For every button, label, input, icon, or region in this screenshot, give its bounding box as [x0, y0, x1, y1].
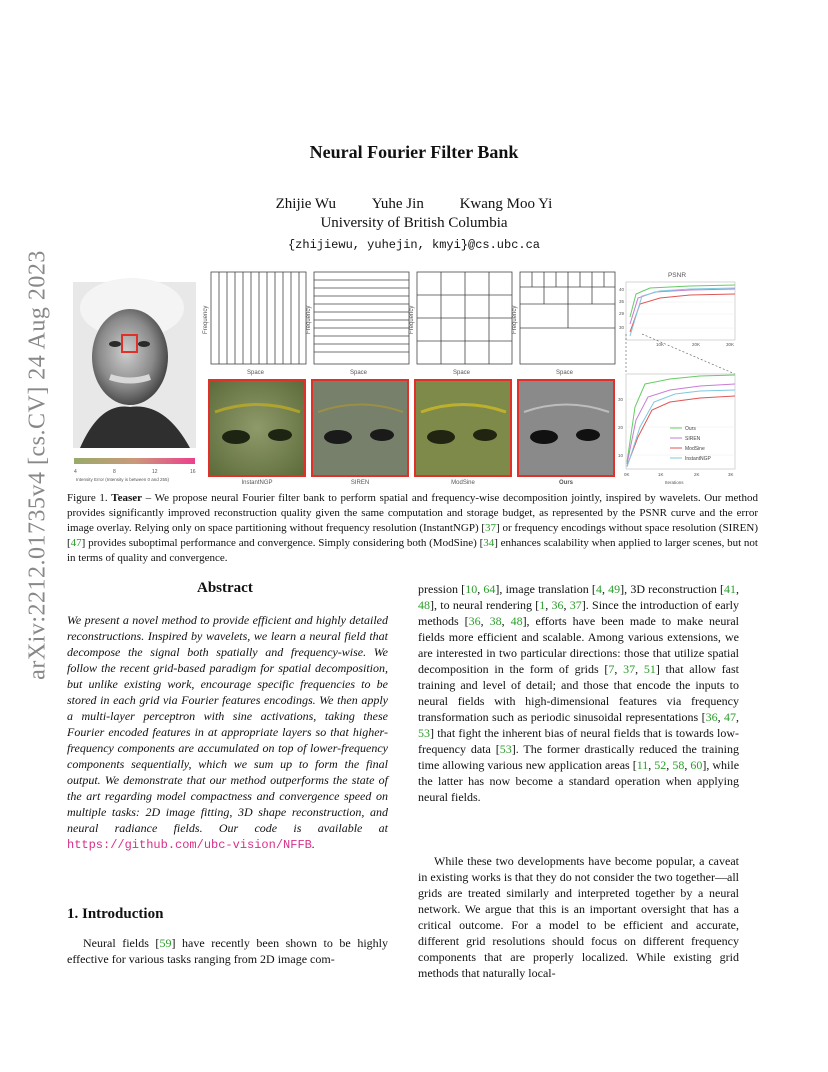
axis-label-space: Space [247, 370, 265, 376]
body-text: , [501, 614, 511, 628]
colorbar-caption: Intensity Error (Intensity is between 0 and 255) [76, 477, 170, 482]
axis-label-frequency: Frequency [409, 305, 415, 334]
citation-link[interactable]: 49 [608, 582, 621, 596]
citation-link[interactable]: 59 [159, 936, 172, 950]
body-text: ], efforts have been made to make neural fields more efficient and scalable. Among various extensions, we are interested in two particular directions: those that utilize spatial decomposition in the form of grids [ [418, 614, 739, 676]
email: {zhijiewu, yuhejin, kmyi}@cs.ubc.ca [287, 238, 541, 252]
body-text: , [648, 758, 655, 772]
body-text: ] that fight the inherent bias of neural fields that is towards low-frequency data [ [418, 726, 739, 756]
citation-link[interactable]: 52 [654, 758, 667, 772]
psnr-zoom-chart [618, 374, 735, 485]
body-text: , [736, 582, 740, 596]
caption-prefix: Figure 1. [67, 492, 112, 504]
body-text: , [666, 758, 673, 772]
body-text: ] that allow fast training and level of detail; and those that encode the inputs to neural fields with high-dimensional features via frequency transformation such as periodic sinusoidal representations [ [418, 662, 739, 724]
body-text: ]. The former drastically reduced the training time allowing various new application areas [ [418, 742, 740, 772]
axis-label-space: Space [350, 370, 368, 376]
citation-link[interactable]: 58 [672, 758, 685, 772]
citation-link[interactable]: 10 [465, 582, 478, 596]
citation-link[interactable]: 37 [569, 598, 582, 612]
body-text: ]. Since the introduction of early methods [ [418, 598, 739, 628]
zoom-xtick: 3K [728, 472, 734, 477]
body-text: , [614, 662, 624, 676]
citation-link[interactable]: 47 [724, 710, 736, 724]
body-text: , [684, 758, 691, 772]
grid-diagram-instantngp [211, 272, 306, 364]
colorbar [74, 458, 195, 464]
panel-label: Ours [558, 480, 574, 486]
right-paragraph-2: While these two developments have become popular, a caveat in existing works is that they do not consider the two together—all grids are treated similarly and interpreted together by a neural network. We argue that this is an important oversight that has a critical outcome. For a model to be efficient and accurate, different grid resolutions should focus on different frequency components that are properly localized. While existing grid methods that naturally local- [418, 854, 739, 980]
citation-link[interactable]: 48 [418, 598, 430, 612]
eye-crop-ours [518, 380, 614, 476]
citation-link[interactable]: 36 [551, 598, 564, 612]
body-text: , [635, 662, 644, 676]
eye-crop-instantngp [209, 380, 305, 476]
psnr-ytick: 35 [619, 299, 625, 304]
psnr-xtick: 30K [726, 342, 735, 347]
panel-label: InstantNGP [241, 480, 273, 486]
body-text: , [477, 582, 484, 596]
author: Kwang Moo Yi [459, 196, 553, 212]
right-paragraph-1 [418, 581, 739, 805]
zoom-xtick: 1K [658, 472, 664, 477]
colorbar-tick: 4 [74, 469, 77, 475]
citation-link[interactable]: 64 [483, 582, 496, 596]
citation-link[interactable]: 41 [724, 582, 737, 596]
axis-label-frequency: Frequency [203, 305, 209, 334]
caption-text: ] or frequency encodings without space resolution (SIREN) [ [67, 522, 758, 549]
psnr-ytick: 30 [619, 325, 625, 330]
body-text: , [717, 710, 724, 724]
abstract-body [67, 612, 388, 853]
affiliation: University of British Columbia [320, 215, 508, 231]
grid-diagram-ours [520, 272, 615, 364]
citation-link[interactable]: 48 [510, 614, 523, 628]
intro-text: ] have recently been shown to be highly effective for various tasks ranging from 2D image com- [67, 936, 388, 966]
paper-title: Neural Fourier Filter Bank [309, 142, 519, 162]
zoom-xtick: 2K [694, 472, 700, 477]
psnr-ytick: 29 [619, 311, 625, 316]
psnr-xtick: 10K [656, 342, 665, 347]
abstract-end: . [311, 837, 315, 851]
caption-bold: Teaser [111, 492, 143, 504]
body-text: ], to neural rendering [ [430, 598, 540, 612]
citation-link[interactable]: 53 [499, 742, 512, 756]
citation-link[interactable]: 4 [595, 582, 602, 596]
grid-diagram-modsine [417, 272, 512, 364]
citation-link[interactable]: 38 [489, 614, 502, 628]
zoom-ytick: 20 [618, 425, 624, 430]
intro-text: Neural fields [ [83, 936, 160, 950]
citation-link[interactable]: 53 [418, 726, 430, 740]
caption-text: – We propose neural Fourier filter bank to perform spatial and frequency-wise decomposition jointly, inspired by wavelets. Our method provides significantly improved reconstruction quality given the same computation and storage budget, as represented by the PSNR curve and the error image overlay. Relying only on space partitioning without frequency resolution (InstantNGP) [ [67, 492, 758, 534]
body-text: pression [ [418, 582, 466, 596]
author: Zhijie Wu [275, 196, 336, 212]
arxiv-stamp: arXiv:2212.01735v4 [cs.CV] 24 Aug 2023 [24, 250, 51, 680]
author-list [0, 196, 828, 213]
citation-link[interactable]: 37 [623, 662, 636, 676]
caption-text: ] enhances scalability when applied to larger scenes, but not in terms of quality and convergence. [67, 537, 758, 564]
citation-link[interactable]: 51 [643, 662, 656, 676]
citation-link[interactable]: 36 [468, 614, 481, 628]
citation-link[interactable]: 37 [485, 522, 497, 534]
zoom-ytick: 30 [618, 397, 624, 402]
code-link[interactable]: https://github.com/ubc-vision/NFFB [67, 838, 312, 852]
body-text: , [601, 582, 609, 596]
panel-label: ModSine [451, 480, 475, 486]
teaser-figure [70, 262, 750, 492]
citation-link[interactable]: 36 [705, 710, 718, 724]
psnr-xtick: 20K [692, 342, 701, 347]
citation-link[interactable]: 60 [690, 758, 703, 772]
intro-heading: 1. Introduction [67, 906, 164, 922]
eye-crop-modsine [415, 380, 511, 476]
citation-link[interactable]: 1 [539, 598, 546, 612]
portrait-image [73, 278, 196, 448]
psnr-title: PSNR [667, 272, 687, 279]
legend-item: ModSine [685, 446, 705, 452]
body-text: , [545, 598, 552, 612]
zoom-ytick: 10 [618, 453, 624, 458]
body-text: , [563, 598, 570, 612]
axis-label-space: Space [556, 370, 574, 376]
legend-item: Ours [685, 426, 696, 432]
panel-label: SIREN [350, 480, 370, 486]
legend-item: SIREN [685, 436, 701, 442]
intro-paragraph [67, 935, 388, 967]
zoom-xtick: 0K [624, 472, 630, 477]
caption-text: ] provides suboptimal performance and convergence. Simply considering both (ModSine) [ [81, 537, 484, 549]
figure-caption [67, 491, 758, 566]
axis-label-frequency: Frequency [512, 305, 518, 334]
body-text: , [480, 614, 490, 628]
author: Yuhe Jin [371, 196, 424, 212]
colorbar-tick: 12 [152, 469, 158, 475]
citation-link[interactable]: 7 [608, 662, 615, 676]
colorbar-tick: 16 [190, 469, 196, 475]
legend-item: InstantNGP [685, 456, 711, 462]
colorbar-tick: 8 [113, 469, 116, 475]
body-text: ], 3D reconstruction [ [620, 582, 725, 596]
citation-link[interactable]: 11 [636, 758, 649, 772]
abstract-text: We present a novel method to provide efficient and highly detailed reconstructions. Inspired by wavelets, we learn a neural field that decompose the signal both spatially and frequency-wise. We follow the recent grid-based paradigm for spatial decomposition, but unlike existing work, encourage specific frequencies to be stored in each grid via Fourier features encodings. We then apply a multi-layer perceptron with sine activations, taking these Fourier encoded features in at appropriate layers so that higher-frequency components are accumulated on top of lower-frequency components sequentially, which we sum up to form the final output. We demonstrate that our method outperforms the state of the art regarding model compactness and convergence speed on multiple tasks: 2D image fitting, 3D shape reconstruction, and neural radiance fields. Our code is available at [67, 613, 388, 835]
body-text: ], image translation [ [495, 582, 596, 596]
zoom-xlabel: Iterations [665, 480, 684, 485]
axis-label-frequency: Frequency [306, 305, 312, 334]
axis-label-space: Space [453, 370, 471, 376]
body-text: ], while the latter has now become a standard operation when applying neural fields. [418, 758, 740, 804]
psnr-chart [619, 272, 735, 374]
citation-link[interactable]: 34 [483, 537, 495, 549]
eye-crop-siren [312, 380, 408, 476]
psnr-ytick: 40 [619, 287, 625, 292]
citation-link[interactable]: 47 [70, 537, 82, 549]
abstract-heading: Abstract [197, 580, 253, 596]
body-text: , [736, 710, 739, 724]
grid-diagram-siren [314, 272, 409, 364]
